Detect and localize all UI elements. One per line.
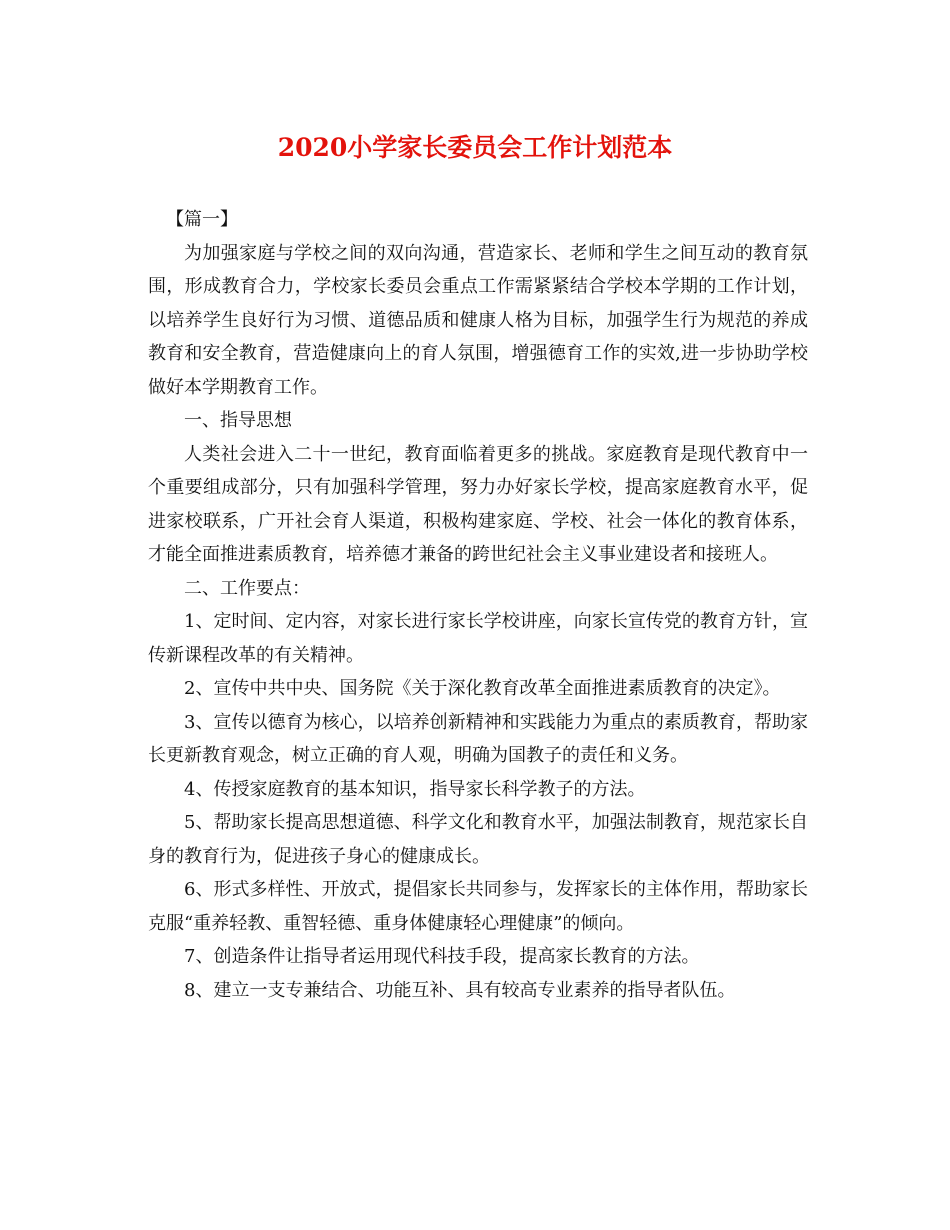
guiding-thought-paragraph: 人类社会进入二十一世纪，教育面临着更多的挑战。家庭教育是现代教育中一个重要组成部分，只有加强科学管理，努力办好家长学校，提高家庭教育水平，促进家校联系，广开社会育人渠道，积极构建家庭、学校、社会一体化的教育体系，才能全面推进素质教育，培养德才兼备的跨世纪社会主义事业建设者和接班人。 xyxy=(148,443,808,565)
intro-paragraph: 为加强家庭与学校之间的双向沟通，营造家长、老师和学生之间互动的教育氛围，形成教育合力，学校家长委员会重点工作需紧紧结合学校本学期的工作计划，以培养学生良好行为习惯、道德品质和健康人格为目标，加强学生行为规范的养成教育和安全教育，营造健康向上的育人氛围，增强德育工作的实效,进一步协助学校做好本学期教育工作。 xyxy=(148,242,808,398)
work-point-item: 5、帮助家长提高思想道德、科学文化和教育水平，加强法制教育，规范家长自身的教育行为，促进孩子身心的健康成长。 xyxy=(148,812,808,867)
work-point-item: 4、传授家庭教育的基本知识，指导家长科学教子的方法。 xyxy=(184,778,646,800)
work-point-item: 2、宣传中共中央、国务院《关于深化教育改革全面推进素质教育的决定》。 xyxy=(184,678,781,699)
section-heading-work-points: 二、工作要点： xyxy=(184,577,310,599)
work-point-item: 1、定时间、定内容，对家长进行家长学校讲座，向家长宣传党的教育方针，宣传新课程改革的有关精神。 xyxy=(148,611,808,666)
work-point-item: 8、建立一支专兼结合、功能互补、具有较高专业素养的指导者队伍。 xyxy=(184,979,736,1001)
work-point-item: 6、形式多样性、开放式，提倡家长共同参与，发挥家长的主体作用，帮助家长克服“重养轻教、重智轻德、重身体健康轻心理健康”的倾向。 xyxy=(148,879,808,934)
document-title: 2020小学家长委员会工作计划范本 xyxy=(277,133,673,162)
section-heading-guiding-thought: 一、指导思想 xyxy=(184,410,292,431)
work-point-item: 3、宣传以德育为核心，以培养创新精神和实践能力为重点的素质教育，帮助家长更新教育观念，树立正确的育人观，明确为国教子的责任和义务。 xyxy=(148,711,808,766)
section-tag: 【篇一】 xyxy=(166,209,238,230)
document-body xyxy=(148,203,808,1007)
work-point-item: 7、创造条件让指导者运用现代科技手段，提高家长教育的方法。 xyxy=(184,946,700,967)
